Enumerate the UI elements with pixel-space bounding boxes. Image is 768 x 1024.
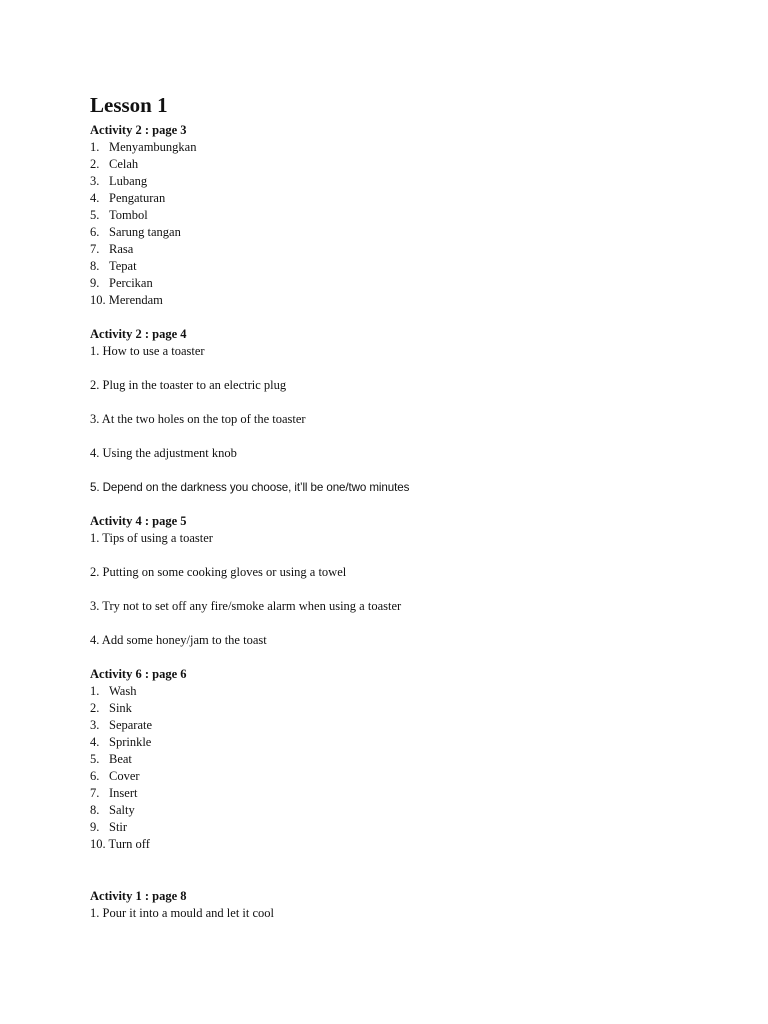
answer-line: 3. At the two holes on the top of the toaster	[90, 412, 306, 426]
answer-line: 1. Pour it into a mould and let it cool	[90, 906, 275, 920]
list-item: 3. Separate	[90, 718, 153, 732]
list-item: 10. Turn off	[90, 837, 150, 851]
section-heading: Activity 2 : page 4	[90, 327, 187, 341]
list-item: 9. Stir	[90, 820, 128, 834]
section-activity-2-page-3	[90, 122, 730, 309]
lesson-title: Lesson 1	[90, 93, 168, 117]
document-page	[90, 91, 730, 922]
section-activity-1-page-8	[90, 888, 730, 922]
answer-line: 3. Try not to set off any fire/smoke alarm when using a toaster	[90, 599, 402, 613]
section-heading: Activity 1 : page 8	[90, 889, 187, 903]
list-item: 2. Sink	[90, 701, 132, 715]
list-item: 7. Rasa	[90, 242, 134, 256]
list-item: 5. Tombol	[90, 208, 148, 222]
answer-line: 1. Tips of using a toaster	[90, 531, 213, 545]
list-item: 4. Pengaturan	[90, 191, 166, 205]
list-item: 7. Insert	[90, 786, 138, 800]
list-item: 2. Celah	[90, 157, 139, 171]
section-activity-6-page-6	[90, 666, 730, 853]
list-item: 9. Percikan	[90, 276, 153, 290]
answer-line: 1. How to use a toaster	[90, 344, 205, 358]
section-heading: Activity 2 : page 3	[90, 123, 187, 137]
section-heading: Activity 6 : page 6	[90, 667, 187, 681]
list-item: 10. Merendam	[90, 293, 163, 307]
list-item: 1. Menyambungkan	[90, 140, 197, 154]
section-heading: Activity 4 : page 5	[90, 514, 187, 528]
list-item: 6. Cover	[90, 769, 140, 783]
list-item: 1. Wash	[90, 684, 137, 698]
answer-line: 2. Putting on some cooking gloves or using a towel	[90, 565, 347, 579]
list-item: 8. Salty	[90, 803, 135, 817]
list-item: 3. Lubang	[90, 174, 148, 188]
list-item: 6. Sarung tangan	[90, 225, 181, 239]
answer-line: 5. Depend on the darkness you choose, it’ll be one/two minutes	[90, 481, 410, 494]
list-item: 5. Beat	[90, 752, 132, 766]
answer-line: 4. Add some honey/jam to the toast	[90, 633, 267, 647]
section-activity-4-page-5	[90, 513, 730, 649]
section-activity-2-page-4	[90, 326, 730, 496]
list-item: 4. Sprinkle	[90, 735, 152, 749]
list-item: 8. Tepat	[90, 259, 137, 273]
answer-line: 2. Plug in the toaster to an electric plug	[90, 378, 287, 392]
answer-line: 4. Using the adjustment knob	[90, 446, 237, 460]
